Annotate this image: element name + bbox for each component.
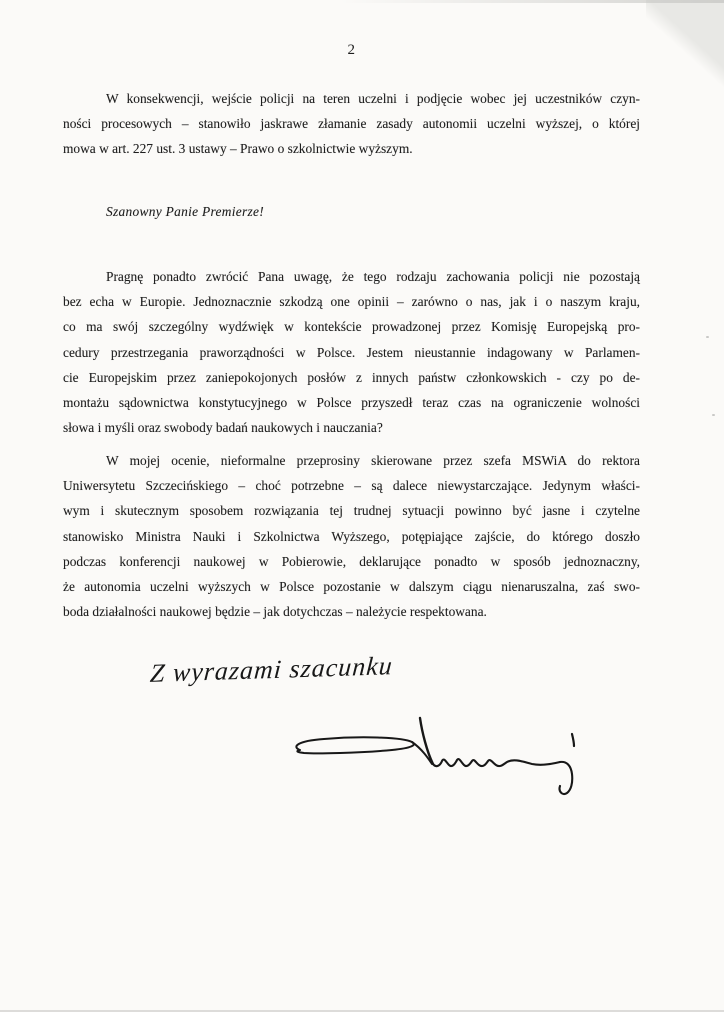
- page-number: 2: [347, 42, 356, 58]
- text-line: bez echa w Europie. Jednoznacznie szkodzą one opinii – zarówno o nas, jak i o naszym kraju,: [63, 294, 640, 310]
- text-line: cie Europejskim przez zaniepokojonych posłów z innych państw członkowskich - czy po de-: [63, 369, 640, 385]
- text-line: montażu sądownictwa konstytucyjnego w Polsce przyszedł teraz czas na ograniczenie wolności: [63, 395, 640, 411]
- salutation: [63, 199, 640, 224]
- text-line: podczas konferencji naukowej w Pobierowie, deklarujące ponadto w sposób jednoznaczny,: [63, 553, 640, 569]
- text-line: Uniwersytetu Szczecińskiego – choć potrzebne – są dalece niewystarczające. Jedynym właści-: [63, 478, 640, 494]
- scan-bottom-margin: [0, 1012, 724, 1024]
- scan-speck: [706, 336, 709, 338]
- text-line: że autonomia uczelni wyższych w Polsce pozostanie w dalszym ciągu nienaruszalna, zaś swo-: [63, 579, 640, 595]
- scan-top-edge: [340, 0, 724, 3]
- scan-corner-shadow: [646, 0, 724, 90]
- text-line: Szanowny Panie Premierze!: [106, 204, 264, 219]
- text-line: ności procesowych – stanowiło jaskrawe złamanie zasady autonomii uczelni wyższej, o której: [63, 116, 640, 132]
- text-line: wym i skutecznym sposobem rozwiązania tej trudnej sytuacji powinno być jasne i czytelne: [63, 503, 640, 519]
- signature-scribble: [284, 706, 596, 802]
- paragraph-3: [63, 448, 640, 624]
- text-line: słowa i myśli oraz swobody badań naukowych i nauczania?: [63, 420, 383, 436]
- paragraph-1: [63, 86, 640, 162]
- text-line: W konsekwencji, wejście policji na teren uczelni i podjęcie wobec jej uczestników czyn-: [106, 91, 640, 106]
- text-line: co ma swój szczególny wydźwięk w kontekście prowadzonej przez Komisję Europejską pro-: [63, 319, 640, 335]
- text-line: Pragnę ponadto zwrócić Pana uwagę, że tego rodzaju zachowania policji nie pozostają: [106, 269, 640, 284]
- scan-speck: [712, 414, 715, 416]
- handwritten-closing: Z wyrazami szacunku: [149, 651, 394, 688]
- text-line: mowa w art. 227 ust. 3 ustawy – Prawo o szkolnictwie wyższym.: [63, 141, 413, 157]
- text-line: boda działalności naukowej będzie – jak dotychczas – należycie respektowana.: [63, 604, 487, 620]
- text-line: stanowisko Ministra Nauki i Szkolnictwa Wyższego, potępiające zajście, do którego doszło: [63, 528, 640, 544]
- text-line: W mojej ocenie, nieformalne przeprosiny skierowane przez szefa MSWiA do rektora: [106, 453, 640, 468]
- paragraph-2: [63, 264, 640, 440]
- text-line: cedury przestrzegania praworządności w Polsce. Jestem nieustannie indagowany w Parlamen-: [63, 344, 640, 360]
